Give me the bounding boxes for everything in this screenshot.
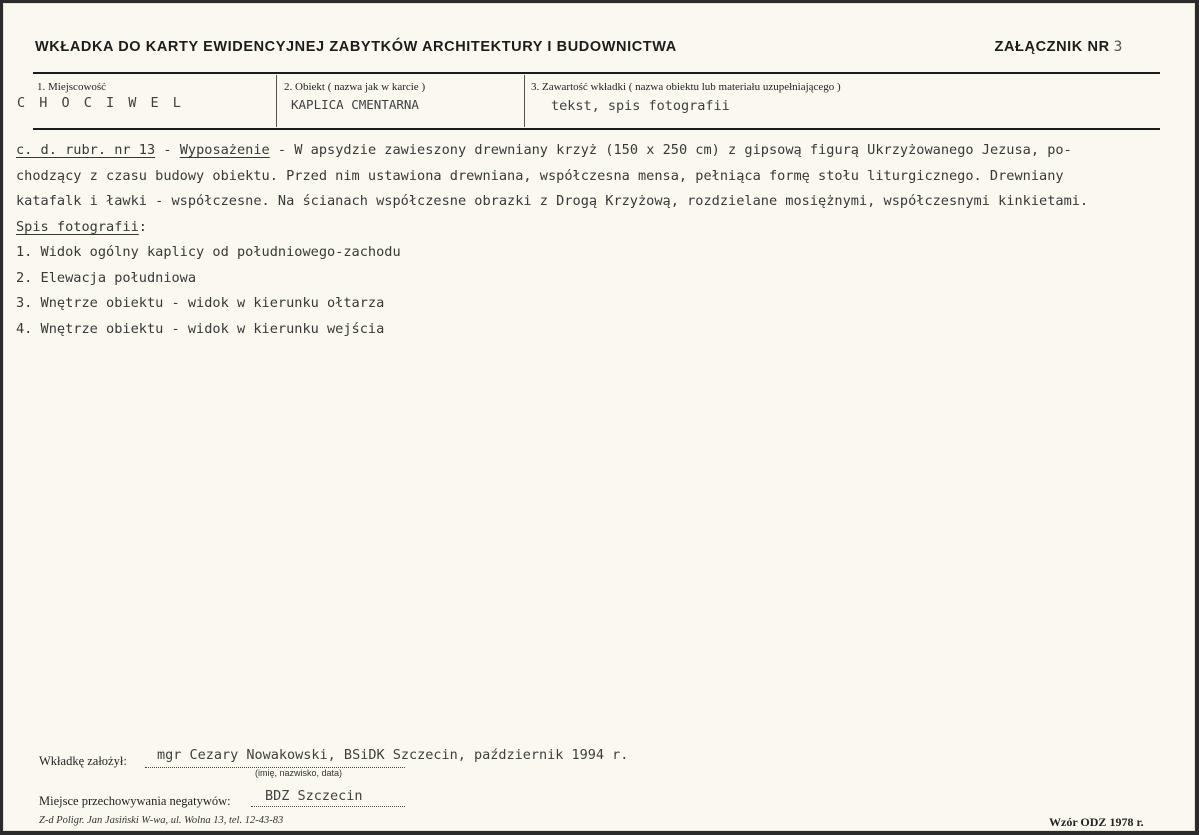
description-line-3: katafalk i ławki - współczesne. Na ścianach współczesne obrazki z Drogą Krzyżową, rozdzielane mosiężnymi, współczesnymi kinkietami. xyxy=(16,193,1089,209)
description-line-1 xyxy=(16,138,1186,164)
annex-label-text: ZAŁĄCZNIK NR xyxy=(994,39,1110,55)
annex-label xyxy=(995,39,1123,55)
field-value-locality: C H O C I W E L xyxy=(17,95,184,111)
printer-imprint: Z-d Poligr. Jan Jasiński W-wa, ul. Wolna 13, tel. 12-43-83 xyxy=(39,815,284,826)
top-rule xyxy=(33,72,1160,74)
card-title: WKŁADKA DO KARTY EWIDENCYJNEJ ZABYTKÓW ARCHITEKTURY I BUDOWNICTWA xyxy=(35,39,677,55)
photo-list-colon: : xyxy=(138,218,147,235)
negatives-value: BDZ Szczecin xyxy=(265,788,363,804)
field-divider-2 xyxy=(524,75,525,127)
description-line-2: chodzący z czasu budowy obiektu. Przed nim ustawiona drewniana, współczesna mensa, pełniąca formę stołu liturgicznego. Drewniany xyxy=(16,167,1064,184)
founded-by-value: mgr Cezary Nowakowski, BSiDK Szczecin, październik 1994 r. xyxy=(157,747,629,763)
fields-bottom-rule xyxy=(33,128,1160,130)
field-label-contents: 3. Zawartość wkładki ( nazwa obiektu lub materiału uzupełniającego ) xyxy=(531,81,841,93)
equipment-heading: Wyposażenie xyxy=(179,142,270,158)
field-value-object: KAPLICA CMENTARNA xyxy=(291,97,419,112)
inventory-card xyxy=(3,3,1195,831)
description-line-1-rest: - W apsydzie zawieszony drewniany krzyż (150 x 250 cm) z gipsową figurą Ukrzyżowanego Jezusa, po- xyxy=(269,142,1072,158)
founded-by-note: (imię, nazwisko, data) xyxy=(255,768,343,778)
field-label-locality: 1. Miejscowość xyxy=(37,81,107,93)
annex-number: 3 xyxy=(1113,39,1123,55)
description-text xyxy=(16,138,1186,342)
photo-list-title xyxy=(16,215,1186,241)
field-value-contents: tekst, spis fotografii xyxy=(551,98,730,114)
photo-item: 3. Wnętrze obiektu - widok w kierunku ołtarza xyxy=(16,295,385,311)
negatives-label: Miejsce przechowywania negatywów: xyxy=(39,794,231,808)
photo-item: 4. Wnętrze obiektu - widok w kierunku wejścia xyxy=(16,320,385,337)
rubric-dash: - xyxy=(155,142,180,158)
photo-item: 2. Elewacja południowa xyxy=(16,269,197,286)
field-divider-1 xyxy=(276,75,277,127)
rubric-reference: c. d. rubr. nr 13 xyxy=(16,142,156,158)
photo-item: 1. Widok ogólny kaplicy od południowego-zachodu xyxy=(16,244,401,260)
photo-list-heading: Spis fotografii xyxy=(16,218,139,235)
field-label-object: 2. Obiekt ( nazwa jak w karcie ) xyxy=(284,81,426,93)
negatives-dotted-line xyxy=(251,805,405,807)
founded-by-label: Wkładkę założył: xyxy=(39,754,127,768)
form-model: Wzór ODZ 1978 r. xyxy=(1049,815,1144,829)
